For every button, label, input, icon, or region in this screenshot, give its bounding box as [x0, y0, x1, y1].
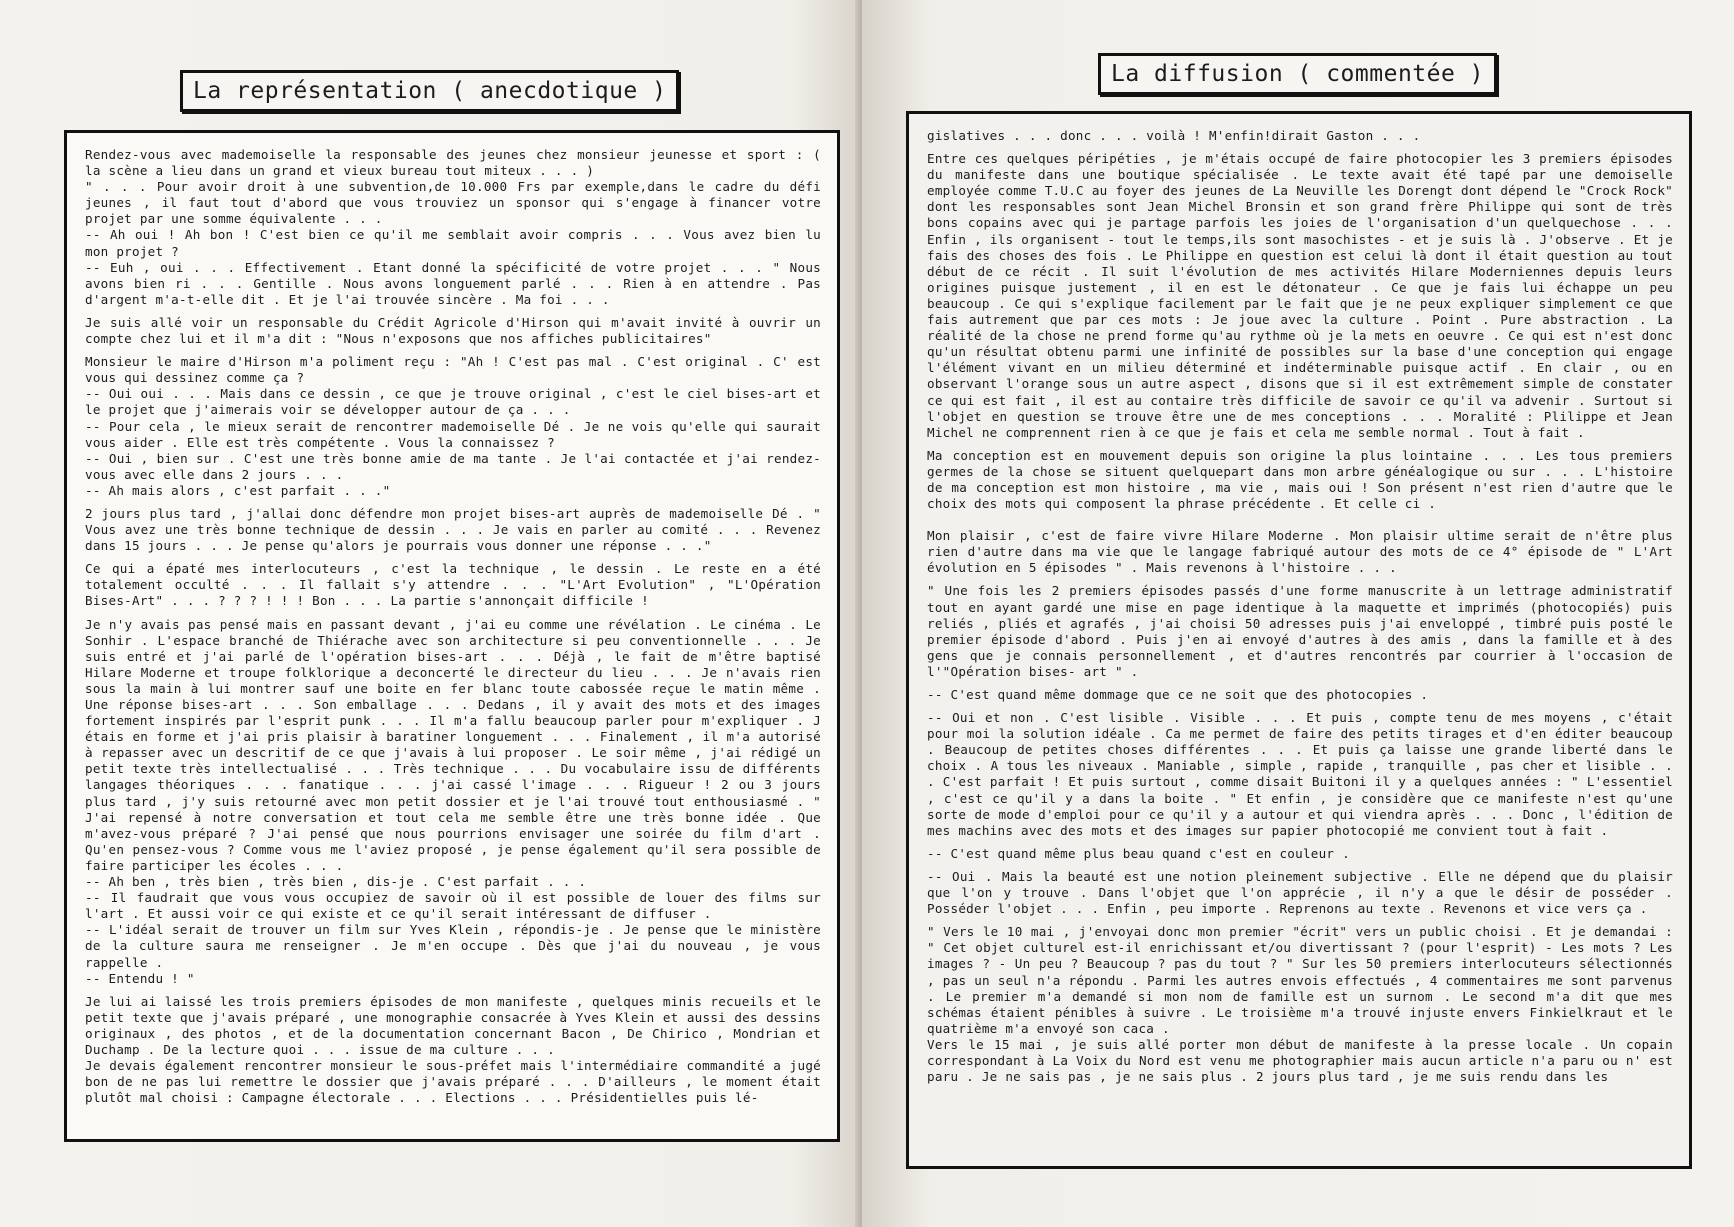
paragraph: " Une fois les 2 premiers épisodes passés d'une forme manuscrite à un lettrage administratif tout en ayant gardé une mise en page identique à la maquette et imprimés (photocopiés) puis reliés , pliés et agrafés , j'ai choisi 50 adresses puis j'ai enveloppé , timbré puis posté le premier épisode d'abord . Puis j'en ai envoyé d'autres à des amis , dans la famille et à des gens que je connais personnellement , et d'autres rencontrés par courrier à l'occasion de l'"Opération bises- art " .	[927, 583, 1673, 679]
paragraph: Ce qui a épaté mes interlocuteurs , c'est la technique , le dessin . Le reste en a été totalement occulté . . . Il fallait s'y attendre . . . "L'Art Evolution" , "L'Opération Bises-Art" . . . ? ? ? ! ! ! Bon . . . La partie s'annonçait difficile !	[85, 561, 821, 609]
paragraph: -- Entendu ! "	[85, 970, 195, 986]
paragraph: -- Euh , oui . . . Effectivement . Etant donné la spécificité de votre projet . . . " Nous avons bien ri . . . Gentille . Nous avons longuement parlé . . . Rien à en attendre . Pas d'argent m'a-t-elle dit . Et je l'ai trouvée sincère . Ma foi . . .	[85, 259, 821, 307]
left-page-title: La représentation ( anecdotique )	[180, 70, 679, 112]
paragraph: Ma conception est en mouvement depuis son origine la plus lointaine . . . Les tous premiers germes de la chose se situent quelquepart dans mon arbre généalogique ou sur . . . L'histoire de ma conception est mon histoire , ma vie , mais oui ! Son présent n'est rien d'autre que le choix des mots qui composent la phrase précédente . Et celle ci .	[927, 447, 1673, 512]
paragraph: Je devais également rencontrer monsieur le sous-préfet mais l'intermédiaire commandité a jugé bon de ne pas lui remettre le dossier que j'avais préparé . . . D'ailleurs , le moment était plutôt mal choisi : Campagne électorale . . . Elections . . . Présidentielles puis lé-	[85, 1058, 821, 1106]
paragraph: -- Il faudrait que vous vous occupiez de savoir où il est possible de louer des films sur l'art . Et aussi voir ce qui existe et ce qu'il serait intéressant de diffuser .	[85, 890, 821, 922]
left-text-frame	[64, 130, 840, 1142]
left-page	[0, 0, 860, 1227]
paragraph: -- L'idéal serait de trouver un film sur Yves Klein , répondis-je . Je pense que le ministère de la culture saura me renseigner . Je m'en occupe . Dès que j'ai du nouveau , je vous rappelle .	[85, 922, 821, 970]
paragraph: " . . . Pour avoir droit à une subvention,de 10.000 Frs par exemple,dans le cadre du défi jeunes , il faut tout d'abord que vous trouviez un sponsor qui s'engage à financer votre projet par une somme équivalente . . .	[85, 179, 821, 227]
paragraph: Mon plaisir , c'est de faire vivre Hilare Moderne . Mon plaisir ultime serait de n'être plus rien d'autre dans ma vie que le langage fabriqué autour des mots de ce 4° épisode de " L'Art évolution en 5 épisodes " . Mais revenons à l'histoire . . .	[927, 528, 1673, 576]
left-text-body	[67, 133, 837, 1116]
right-text-body	[909, 114, 1689, 1095]
paragraph: Monsieur le maire d'Hirson m'a poliment reçu : "Ah ! C'est pas mal . C'est original . C' est vous qui dessinez comme ça ?	[85, 354, 821, 386]
paragraph: Je suis allé voir un responsable du Crédit Agricole d'Hirson qui m'avait invité à ouvrir un compte chez lui et il m'a dit : "Nous n'exposons que nos affiches publicitaires"	[85, 314, 821, 347]
paragraph: -- Oui oui . . . Mais dans ce dessin , ce que je trouve original , c'est le ciel bises-art et le projet que j'aimerais voir se développer autour de ça . . .	[85, 386, 821, 418]
paragraph: -- Oui . Mais la beauté est une notion pleinement subjective . Elle ne dépend que du plaisir que l'on y trouve . Dans l'objet que l'on apprécie , il n'y a que le désir de posséder . Posséder l'objet . . . Enfin , peu importe . Reprenons au texte . Revenons et vice vers ça .	[927, 868, 1673, 917]
paragraph: -- Ah ben , très bien , très bien , dis-je . C'est parfait . . .	[85, 874, 587, 890]
paragraph: Rendez-vous avec mademoiselle la responsable des jeunes chez monsieur jeunesse et sport : ( la scène a lieu dans un grand et vieux bureau tout miteux . . . )	[85, 147, 821, 179]
paragraph: -- Pour cela , le mieux serait de rencontrer mademoiselle Dé . Je ne vois qu'elle qui saurait vous aider . Elle est très compétente . Vous la connaissez ?	[85, 418, 821, 450]
paragraph: -- Ah mais alors , c'est parfait . . ."	[85, 482, 391, 498]
paragraph: Je lui ai laissé les trois premiers épisodes de mon manifeste , quelques minis recueils et le petit texte que j'avais préparé , une monographie consacrée à Yves Klein et aussi des dessins originaux , des photos , et de la documentation concernant Bacon , De Chirico , Mondrian et Duchamp . De la lecture quoi . . . issue de ma culture . . .	[85, 993, 821, 1057]
paragraph: -- Oui , bien sur . C'est une très bonne amie de ma tante . Je l'ai contactée et j'ai rendez-vous avec elle dans 2 jours . . .	[85, 450, 821, 482]
paragraph: gislatives . . . donc . . . voilà ! M'enfin!dirait Gaston . . .	[927, 128, 1421, 143]
right-page	[862, 0, 1734, 1227]
paragraph: -- C'est quand même dommage que ce ne soit que des photocopies .	[927, 687, 1429, 702]
paragraph: 2 jours plus tard , j'allai donc défendre mon projet bises-art auprès de mademoiselle Dé . " Vous avez une très bonne technique de dessin . . . Je vais en parler au comité . . . Revenez dans 15 jours . . . Je pense qu'alors je pourrais vous donner une réponse . . ."	[85, 505, 821, 554]
right-text-frame	[906, 111, 1692, 1169]
paragraph: Vers le 15 mai , je suis allé porter mon début de manifeste à la presse locale . Un copain correspondant à La Voix du Nord est venu me photographier mais aucun article n'a paru ou n' est paru . Je ne sais pas , je ne sais plus . 2 jours plus tard , je me suis rendu dans les	[927, 1036, 1673, 1085]
paragraph: Entre ces quelques péripéties , je m'étais occupé de faire photocopier les 3 premiers épisodes du manifeste dans une boutique spécialisée . Le texte avait été tapé par une demoiselle employée comme T.U.C au foyer des jeunes de La Neuville les Dorengt dont dépend le "Crock Rock" dont les responsables sont Jean Michel Bronsin et son grand frère Philippe qui sont de très bons copains avec qui je partage parfois les joies de l'organisation d'un quelquechose . . . Enfin , ils organisent - tout le temps,ils sont masochistes - et je suis là . J'observe . Et je fais des choses des fois . Le Philippe en question est celui là dont il était question au tout début de ce récit . Il suit l'évolution de mes activités Hilare Moderniennes depuis leurs origines puisque justement , il en est le détonateur . Ce que je fais lui échappe un peu beaucoup . Ce qui s'explique facilement par le fait que je ne peux expliquer simplement ce que fais autrement que par ces mots : Je joue avec la culture . Point . Pure abstraction . La réalité de la chose ne prend forme qu'au rythme où je la mets en oeuvre . Ce qui est n'est donc qu'un résultat obtenu parmi une infinité de possibles sur la base d'une conception qui engage l'élément vivant en un milieu déterminé et indéterminable puisque actif . En clair , ou en observant l'orange sous un autre aspect , disons que si il est extrêmement simple de constater ce qui est fait , il est au contaire très difficile de savoir ce qu'il va advenir . Surtout si l'objet en question se trouve être une de mes conceptions . . . Moralité : Plilippe et Jean Michel ne comprennent rien à ce que je fais et cela me semble normal . Tout à fait .	[927, 151, 1673, 440]
right-page-title: La diffusion ( commentée )	[1098, 53, 1497, 95]
paragraph: -- C'est quand même plus beau quand c'est en couleur .	[927, 845, 1350, 861]
paragraph: " Vers le 10 mai , j'envoyai donc mon premier "écrit" vers un public choisi . Et je demandai : " Cet objet culturel est-il enrichissant et/ou divertissant ? (pour l'esprit) - Les mots ? Les images ? - Un peu ? Beaucoup ? pas du tout ? " Sur les 50 premiers interlocuteurs sélectionnés , pas un seul n'a répondu . Parmi les autres envois effectués , 4 commentaires me sont parvenus . Le premier m'a demandé si mon nom de famille est un surnom . Le second m'a dit que mes schémas étaient pénibles à suivre . Le troisième m'a trouvé injuste envers Finkielkraut et le quatrième m'a envoyé son caca .	[927, 924, 1673, 1036]
paragraph: -- Ah oui ! Ah bon ! C'est bien ce qu'il me semblait avoir compris . . . Vous avez bien lu mon projet ?	[85, 227, 821, 259]
paragraph: Je n'y avais pas pensé mais en passant devant , j'ai eu comme une révélation . Le cinéma . Le Sonhir . L'espace branché de Thiérache avec son architecture si peu conventionnelle . . . Je suis entré et j'ai parlé de l'opération bises-art . . . Déjà , le fait de m'être baptisé Hilare Moderne et troupe folklorique a deconcerté le directeur du lieu . . . Je n'avais rien sous la main à lui montrer sauf une boite en fer blanc toute cabossée reçue le matin même . Une réponse bises-art . . . Son emballage . . . Dedans , il y avait des mots et des images fortement inspirés par l'esprit punk . . . Il m'a fallu beaucoup parler pour m'expliquer . J étais en forme et j'ai pris plaisir à baratiner longuement . . . Finalement , il m'a autorisé à repasser avec un descritif de ce que j'avais à lui proposer . Le soir même , j'ai rédigé un petit texte très intellectualisé . . . Très technique . . . Du vocabulaire issu de différents langages théoriques . . . fanatique . . . j'ai cassé l'image . . . Rigueur ! 2 ou 3 jours plus tard , j'y suis retourné avec mon petit dossier et je l'ai trouvé tout enthousiasmé . " J'ai repensé à notre conversation et tout cela me semble être une très bonne idée . Que m'avez-vous préparé ? J'ai pensé que nous pourrions envisager une soirée du film d'art . Qu'en pensez-vous ? Comme vous me l'aviez proposé , je pense également qu'il sera possible de faire participer les écoles . . .	[85, 616, 821, 873]
paragraph: -- Oui et non . C'est lisible . Visible . . . Et puis , compte tenu de mes moyens , c'était pour moi la solution idéale . Ca me permet de faire des petits tirages et d'en éditer beaucoup . Beaucoup de petites choses différentes . . . Et puis ça laisse une grande liberté dans le choix . A tous les niveaux . Maniable , simple , rapide , tranquille , pas cher et lisible . . . C'est parfait ! Et puis surtout , comme disait Buitoni il y a quelques années : " L'essentiel , c'est ce qu'il y a dans la boite . " Et enfin , je considère que ce manifeste n'est qu'une sorte de mode d'emploi pour ce qu'il y a autour et qui viendra après . . . Donc , l'édition de mes machins avec des mots et des images sur papier photocopié me convient tout à fait .	[927, 710, 1673, 838]
